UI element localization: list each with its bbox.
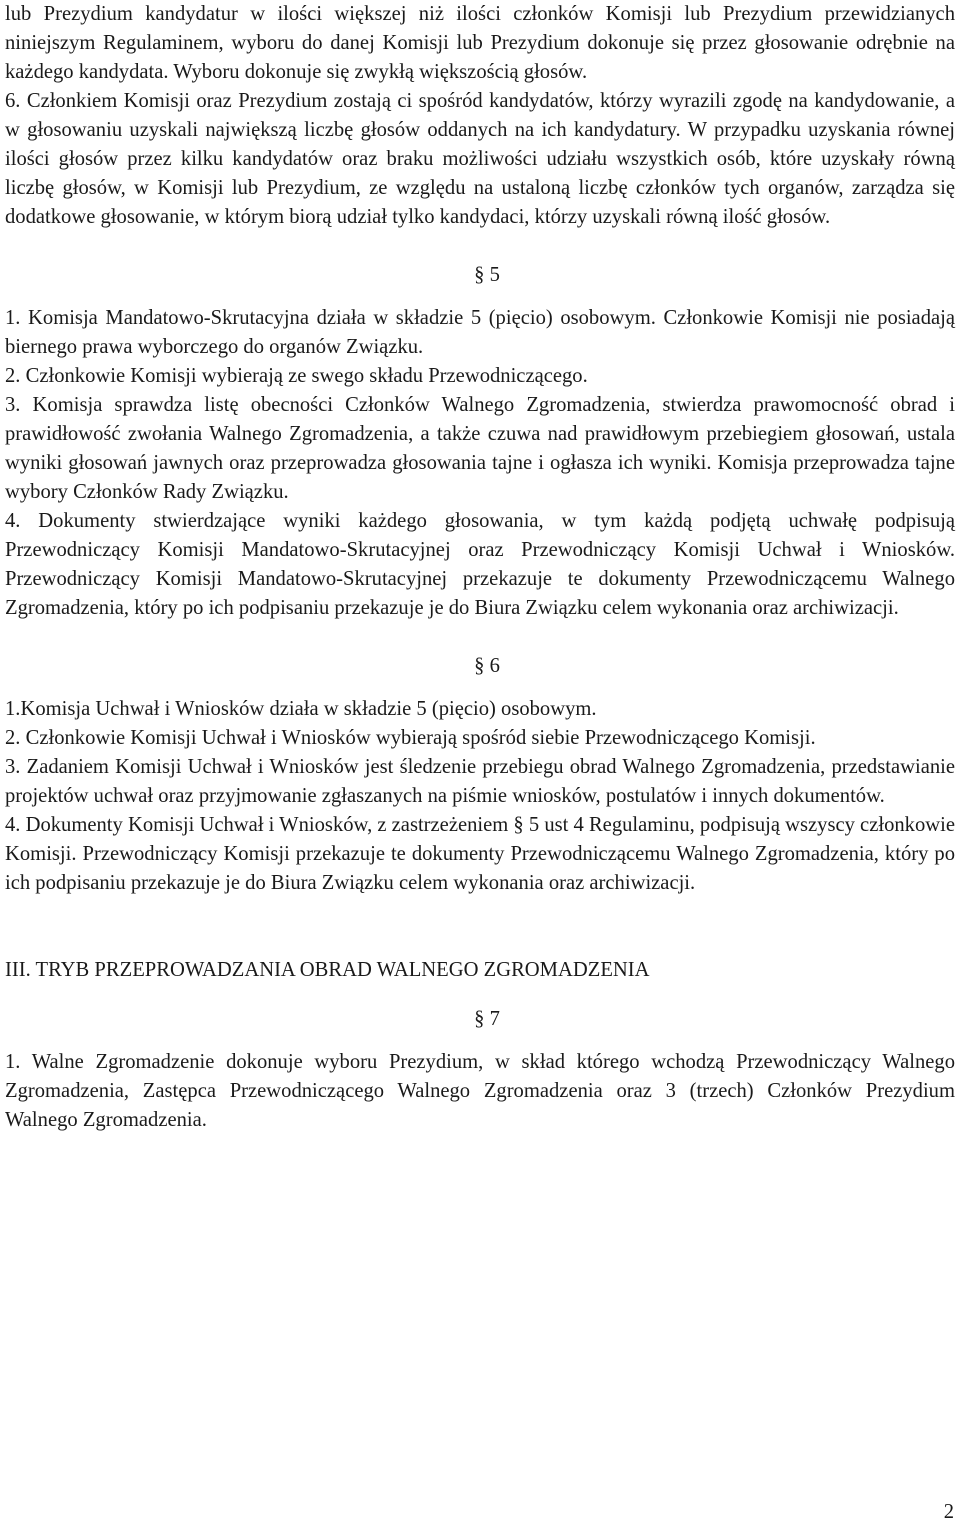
paragraph-heading: § 7 xyxy=(474,1008,500,1030)
paragraph-heading: § 6 xyxy=(474,655,500,677)
spacer xyxy=(5,985,955,1005)
body-paragraph: 1. Walne Zgromadzenie dokonuje wyboru Prezydium, w skład którego wchodzą Przewodniczący Walnego Zgromadzenia, Zastępca Przewodniczącego Walnego Zgromadzenia oraz 3 (trzech) Członków Prezydium Walnego Zgromadzenia. xyxy=(5,1051,955,1131)
paragraph-heading: § 5 xyxy=(474,264,500,286)
body-paragraph: 6. Członkiem Komisji oraz Prezydium zostają ci spośród kandydatów, którzy wyrazili zgodę na kandydowanie, a w głosowaniu uzyskali największą liczbę głosów oddanych na ich kandydatury. W przypadku uzyskania równej ilości głosów przez kilku kandydatów oraz braku możliwości udziału wszystkich osób, które uzyskały równą liczbę głosów, w Komisji lub Prezydium, ze względu na ustaloną liczbę członków tych organów, zarządza się dodatkowe głosowanie, w którym biorą udział tylko kandydaci, którzy uzyskali równą ilość głosów. xyxy=(5,90,955,228)
document-page xyxy=(5,0,955,1135)
spacer xyxy=(5,232,955,261)
body-paragraph: 3. Komisja sprawdza listę obecności Członków Walnego Zgromadzenia, stwierdza prawomocność obrad i prawidłowość zwołania Walnego Zgromadzenia, a także czuwa nad prawidłowym przebiegiem głosowań, ustala wyniki głosowań jawnych oraz przeprowadza głosowania tajne i ogłasza ich wyniki. Komisja przeprowadza tajne wybory Członków Rady Związku. xyxy=(5,394,955,503)
body-paragraph: 1.Komisja Uchwał i Wniosków działa w składzie 5 (pięcio) osobowym. xyxy=(5,698,597,720)
body-paragraph: 2. Członkowie Komisji wybierają ze swego składu Przewodniczącego. xyxy=(5,365,588,387)
spacer xyxy=(5,623,955,652)
section-heading: III. TRYB PRZEPROWADZANIA OBRAD WALNEGO ZGROMADZENIA xyxy=(5,959,650,981)
body-paragraph: 2. Członkowie Komisji Uchwał i Wniosków wybierają spośród siebie Przewodniczącego Komisji. xyxy=(5,727,816,749)
body-paragraph: 3. Zadaniem Komisji Uchwał i Wniosków jest śledzenie przebiegu obrad Walnego Zgromadzenia, przedstawianie projektów uchwał oraz przyjmowanie zgłaszanych na piśmie wniosków, postulatów i innych dokumentów. xyxy=(5,756,955,807)
body-paragraph: 1. Komisja Mandatowo-Skrutacyjna działa w składzie 5 (pięcio) osobowym. Członkowie Komisji nie posiadają biernego prawa wyborczego do organów Związku. xyxy=(5,307,955,358)
body-paragraph: 4. Dokumenty stwierdzające wyniki każdego głosowania, w tym każdą podjętą uchwałę podpisują Przewodniczący Komisji Mandatowo-Skrutacyjnej oraz Przewodniczący Komisji Uchwał i Wniosków. Przewodniczący Komisji Mandatowo-Skrutacyjnej przekazuje te dokumenty Przewodniczącemu Walnego Zgromadzenia, który po ich podpisaniu przekazuje je do Biura Związku celem wykonania oraz archiwizacji. xyxy=(5,510,955,619)
spacer xyxy=(5,1034,955,1048)
body-paragraph: lub Prezydium kandydatur w ilości większej niż ilości członków Komisji lub Prezydium przewidzianych niniejszym Regulaminem, wyboru do danej Komisji lub Prezydium dokonuje się przez głosowanie odrębnie na każdego kandydata. Wyboru dokonuje się zwykłą większością głosów. xyxy=(5,3,955,83)
spacer xyxy=(5,898,955,956)
body-paragraph: 4. Dokumenty Komisji Uchwał i Wniosków, z zastrzeżeniem § 5 ust 4 Regulaminu, podpisują wszyscy członkowie Komisji. Przewodniczący Komisji przekazuje te dokumenty Przewodniczącemu Walnego Zgromadzenia, który po ich podpisaniu przekazuje je do Biura Związku celem wykonania oraz archiwizacji. xyxy=(5,814,955,894)
spacer xyxy=(5,290,955,304)
spacer xyxy=(5,681,955,695)
page-number: 2 xyxy=(943,1501,954,1523)
